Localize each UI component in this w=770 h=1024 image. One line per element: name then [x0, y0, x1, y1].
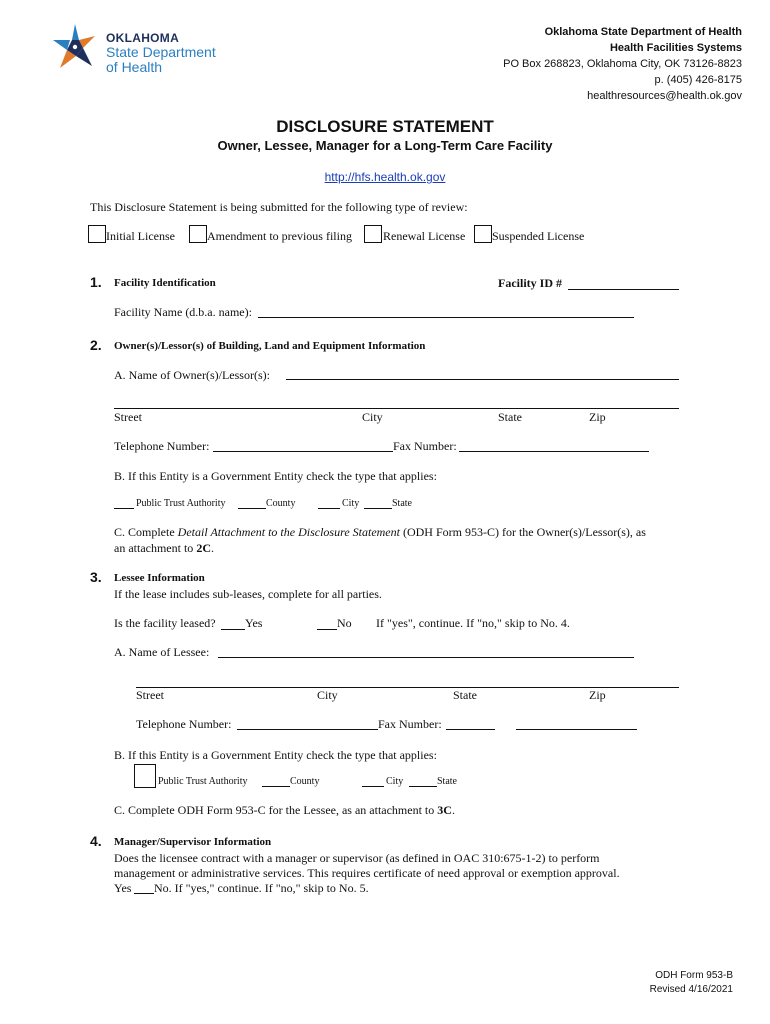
lessee-street-label: Street	[136, 688, 164, 702]
lessee-gov-county-field[interactable]	[262, 786, 290, 787]
section-3-heading: Lessee Information	[114, 572, 205, 584]
owner-gov-county-label: County	[266, 498, 296, 509]
intro-text: This Disclosure Statement is being submitted for the following type of review:	[90, 200, 468, 214]
lessee-gov-state-label: State	[437, 776, 457, 787]
logo-line-oklahoma: OKLAHOMA	[106, 31, 180, 45]
lessee-attach-text: C. Complete ODH Form 953-C for the Lessee, as an attachment to	[114, 803, 438, 817]
lessee-city-label: City	[317, 688, 338, 702]
page-title: DISCLOSURE STATEMENT	[276, 117, 494, 136]
leased-no-label: No	[337, 616, 352, 630]
checkbox-amendment[interactable]	[189, 225, 207, 243]
owner-zip-label: Zip	[589, 410, 606, 424]
lessee-telephone-label: Telephone Number:	[136, 717, 232, 731]
revision-date: Revised 4/16/2021	[649, 984, 733, 995]
logo-line-state-department: State Department	[106, 44, 216, 60]
section-3-note: If the lease includes sub-leases, complete for all parties.	[114, 587, 382, 601]
owner-attach-ref: 2C	[196, 541, 211, 555]
lessee-zip-label: Zip	[589, 688, 606, 702]
website-link[interactable]: http://hfs.health.ok.gov	[324, 170, 446, 184]
agency-address: PO Box 268823, Oklahoma City, OK 73126-8823	[503, 58, 742, 70]
agency-name: Oklahoma State Department of Health	[544, 26, 742, 38]
checkbox-renewal-license[interactable]	[364, 225, 382, 243]
owner-name-label: A. Name of Owner(s)/Lessor(s):	[114, 368, 270, 382]
lessee-gov-city-label: City	[386, 776, 404, 787]
section-2-heading: Owner(s)/Lessor(s) of Building, Land and Equipment Information	[114, 340, 426, 352]
owner-attach-line2: an attachment to	[114, 541, 197, 555]
section-1-number: 1.	[90, 274, 102, 290]
section-4-line2: management or administrative services. This requires certificate of need approval or exemption approval.	[114, 866, 620, 880]
lessee-name-label: A. Name of Lessee:	[114, 645, 210, 659]
owner-street-label: Street	[114, 410, 142, 424]
section-4-heading: Manager/Supervisor Information	[114, 836, 272, 848]
label-initial-license: Initial License	[106, 229, 175, 243]
lessee-attach-ref: 3C	[437, 803, 452, 817]
lessee-telephone-field[interactable]	[237, 729, 378, 730]
lessee-fax-field[interactable]	[446, 729, 495, 730]
agency-phone: p. (405) 426-8175	[654, 74, 742, 86]
owner-gov-city-label: City	[342, 498, 360, 509]
owner-gov-city-field[interactable]	[318, 508, 340, 509]
manager-yes-field[interactable]	[134, 893, 154, 894]
page-subtitle: Owner, Lessee, Manager for a Long-Term Care Facility	[217, 138, 553, 153]
lessee-gov-state-field[interactable]	[409, 786, 437, 787]
leased-question: Is the facility leased?	[114, 616, 216, 630]
section-2-number: 2.	[90, 337, 102, 353]
owner-fax-field[interactable]	[459, 451, 649, 452]
agency-division: Health Facilities Systems	[609, 42, 742, 54]
owner-attach-prefix: C. Complete	[114, 525, 178, 539]
facility-name-label: Facility Name (d.b.a. name):	[114, 305, 252, 319]
lessee-gov-public-trust-label: Public Trust Authority	[158, 776, 248, 787]
lessee-state-label: State	[453, 688, 477, 702]
facility-id-field[interactable]	[568, 289, 679, 290]
owner-fax-label: Fax Number:	[393, 439, 457, 453]
owner-gov-state-field[interactable]	[364, 508, 392, 509]
checkbox-suspended-license[interactable]	[474, 225, 492, 243]
section-1-heading: Facility Identification	[114, 277, 216, 289]
owner-gov-county-field[interactable]	[238, 508, 266, 509]
footer	[650, 969, 733, 997]
facility-name-field[interactable]	[258, 317, 634, 318]
lessee-gov-entity-label: B. If this Entity is a Government Entity check the type that applies:	[114, 748, 437, 762]
lessee-name-field[interactable]	[218, 657, 634, 658]
section-4-number: 4.	[90, 833, 102, 849]
lessee-gov-county-label: County	[290, 776, 320, 787]
checkbox-initial-license[interactable]	[88, 225, 106, 243]
lessee-gov-checkbox[interactable]	[134, 764, 156, 788]
label-amendment: Amendment to previous filing	[207, 229, 352, 243]
section-3-number: 3.	[90, 569, 102, 585]
leased-instruction: If "yes", continue. If "no," skip to No. 4.	[376, 616, 570, 630]
owner-telephone-field[interactable]	[213, 451, 393, 452]
manager-yes-label: Yes	[114, 881, 132, 895]
owner-address-field[interactable]	[114, 408, 679, 409]
owner-state-label: State	[498, 410, 522, 424]
owner-attach-suffix: (ODH Form 953-C) for the Owner(s)/Lessor(s), as	[399, 525, 646, 539]
label-renewal-license: Renewal License	[383, 229, 466, 243]
owner-telephone-label: Telephone Number:	[114, 439, 210, 453]
lessee-attachment-instruction	[114, 803, 455, 818]
lessee-extra-field[interactable]	[516, 729, 637, 730]
label-suspended-license: Suspended License	[492, 229, 585, 243]
owner-attach-end: .	[210, 541, 214, 555]
section-4-line1: Does the licensee contract with a manager or supervisor (as defined in OAC 310:675-1-2) to perform	[114, 851, 600, 865]
leased-yes-label: Yes	[245, 616, 263, 630]
lessee-attach-end: .	[451, 803, 455, 817]
owner-gov-state-label: State	[392, 498, 412, 509]
owner-city-label: City	[362, 410, 383, 424]
manager-no-label: No. If "yes," continue. If "no," skip to No. 5.	[154, 881, 369, 895]
owner-attach-italic: Detail Attachment to the Disclosure Statement	[177, 525, 400, 539]
owner-gov-public-trust-label: Public Trust Authority	[136, 498, 226, 509]
facility-id-label: Facility ID #	[498, 276, 562, 290]
owner-gov-entity-label: B. If this Entity is a Government Entity check the type that applies:	[114, 469, 437, 483]
agency-email: healthresources@health.ok.gov	[587, 90, 742, 102]
lessee-gov-city-field[interactable]	[362, 786, 384, 787]
owner-gov-public-trust-field[interactable]	[114, 508, 134, 509]
lessee-fax-label: Fax Number:	[378, 717, 442, 731]
form-number: ODH Form 953-B	[655, 970, 733, 981]
logo-line-of-health: of Health	[106, 59, 163, 75]
agency-logo	[50, 22, 240, 78]
leased-no-field[interactable]	[317, 629, 337, 630]
owner-attachment-instruction	[114, 524, 646, 556]
star-logo-icon	[50, 22, 100, 74]
agency-header	[503, 24, 742, 104]
leased-yes-field[interactable]	[221, 629, 245, 630]
owner-name-field[interactable]	[286, 379, 679, 380]
